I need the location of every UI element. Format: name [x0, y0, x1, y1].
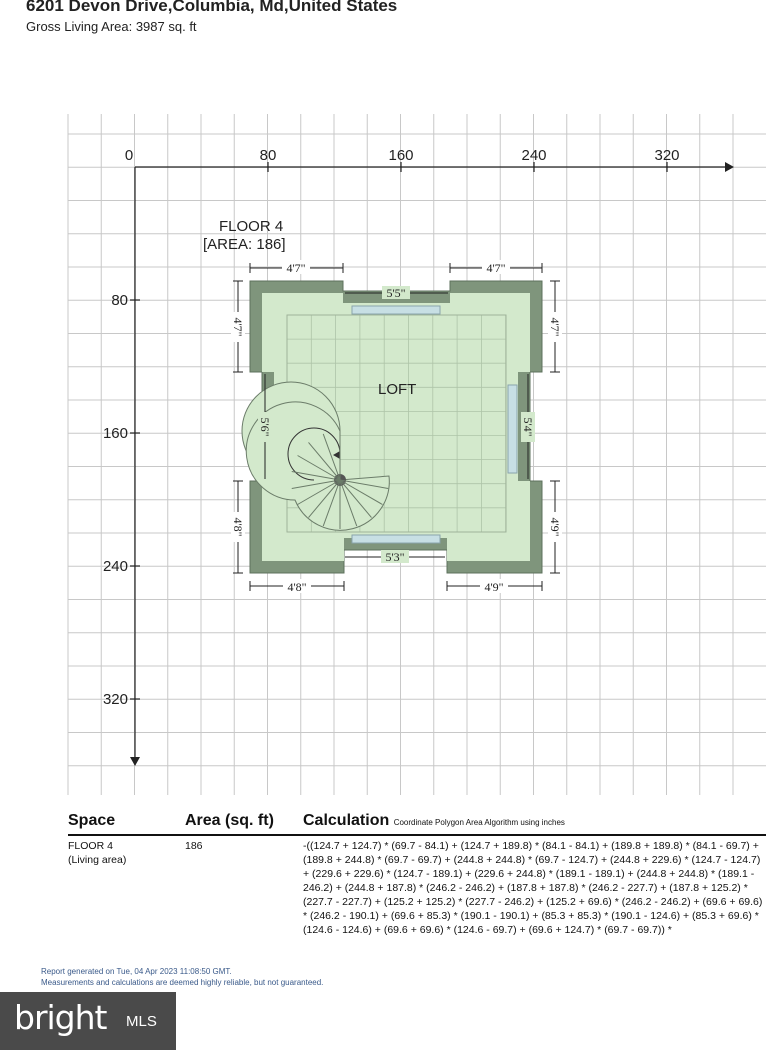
window-top: [352, 306, 440, 314]
dim-left-lower: 4'8": [231, 517, 245, 537]
header-rule: [68, 834, 766, 836]
row-space-type: (Living area): [68, 854, 127, 866]
x-tick-80: 80: [259, 147, 277, 164]
y-tick-160: 160: [102, 425, 128, 442]
disclaimer: Measurements and calculations are deemed highly reliable, but not guaranteed.: [41, 978, 324, 987]
dim-right-lower: 4'9": [548, 517, 562, 537]
dim-top-right: 4'7": [486, 261, 506, 275]
col-calc-note: Coordinate Polygon Area Algorithm using inches: [393, 818, 565, 827]
dim-left-middle: 5'6": [258, 417, 272, 437]
dim-top-middle: 5'5": [386, 286, 406, 300]
dim-bottom-left: 4'8": [287, 580, 307, 594]
dim-right-middle: 5'4": [521, 417, 535, 437]
gross-living-area: Gross Living Area: 3987 sq. ft: [26, 19, 197, 34]
y-tick-80: 80: [111, 292, 128, 309]
y-tick-240: 240: [102, 558, 128, 575]
row-area: 186: [185, 840, 203, 852]
report-generated: Report generated on Tue, 04 Apr 2023 11:08:50 GMT.: [41, 967, 232, 976]
room-label-loft: LOFT: [378, 381, 417, 398]
x-tick-320: 320: [654, 147, 680, 164]
dim-top-left: 4'7": [286, 261, 306, 275]
col-space-header: Space: [68, 812, 116, 829]
floor-area-label: [AREA: 186]: [203, 236, 286, 253]
y-tick-320: 320: [102, 691, 128, 708]
dim-right-upper: 4'7": [548, 317, 562, 337]
floor-label: FLOOR 4: [219, 218, 284, 235]
bright-mls-logo: [0, 992, 176, 1050]
window-bottom: [352, 535, 440, 543]
window-right: [508, 385, 517, 473]
x-tick-240: 240: [521, 147, 547, 164]
col-calc-title: Calculation: [303, 812, 390, 829]
x-tick-160: 160: [388, 147, 414, 164]
dim-bottom-middle: 5'3": [385, 550, 405, 564]
col-area-header: Area (sq. ft): [185, 812, 274, 829]
property-address: 6201 Devon Drive,Columbia, Md,United States: [26, 0, 398, 15]
dim-bottom-right: 4'9": [484, 580, 504, 594]
row-space: [68, 839, 178, 867]
x-tick-0: 0: [124, 147, 134, 164]
row-space-name: FLOOR 4: [68, 840, 113, 852]
dim-left-upper: 4'7": [231, 317, 245, 337]
col-calc-header: [303, 812, 565, 830]
logo-mls: MLS: [126, 1013, 157, 1030]
logo-word: bright: [14, 998, 107, 1037]
row-calculation: -((124.7 + 124.7) * (69.7 - 84.1) + (124.7 + 189.8) * (84.1 - 84.1) + (189.8 + 189.8) * (84.1 - 69.7) + (189.8 + 244.8) * (69.7 - 69.7) + (244.8 + 244.8) * (69.7 - 124.7) + (244.8 + 229.6) * (124.7 - 124.7) + (229.6 + 229.6) * (124.7 - 189.1) + (229.6 + 244.8) * (189.1 - 189.1) + (244.8 + 244.8) * (189.1 - 246.2) + (244.8 + 187.8) * (246.2 - 246.2) + (187.8 + 187.8) * (246.2 - 227.7) + (187.8 + 125.2) * (227.7 - 227.7) + (125.2 + 125.2) * (227.7 - 246.2) + (125.2 + 69.6) * (246.2 - 246.2) + (69.6 + 69.6) * (246.2 - 190.1) + (69.6 + 85.3) * (190.1 - 190.1) + (85.3 + 85.3) * (190.1 - 124.6) + (85.3 + 69.6) * (124.6 - 124.6) + (69.6 + 69.6) * (124.6 - 69.7) + (69.6 + 124.7) * (69.7 - 69.7)) *: [303, 840, 763, 936]
